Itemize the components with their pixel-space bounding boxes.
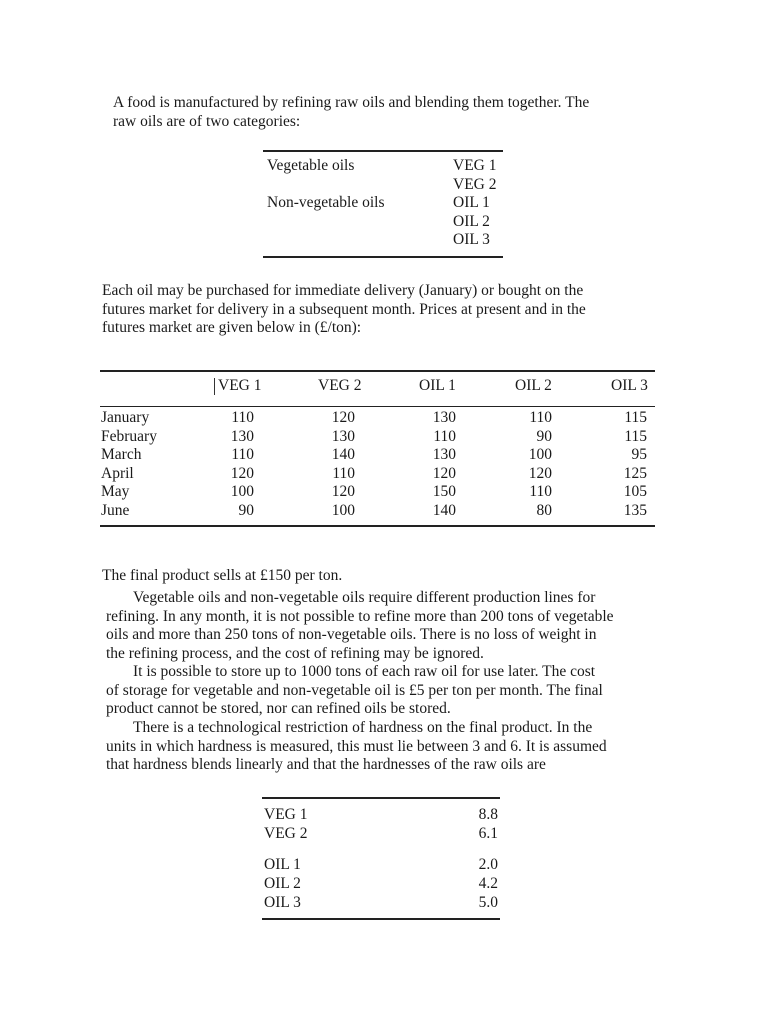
price-table: [100, 370, 655, 527]
month-cell: January: [101, 409, 150, 426]
price-table-body: [100, 407, 655, 521]
price-cell: 135: [623, 501, 647, 519]
table-row: [100, 428, 655, 447]
column-header: VEG 1: [218, 377, 262, 394]
price-cell: 120: [331, 409, 355, 426]
price-cell: 110: [231, 446, 254, 464]
storage-paragraph: [106, 663, 657, 719]
price-cell: 90: [536, 427, 552, 445]
month-cell: February: [101, 427, 157, 445]
price-cell: 110: [332, 464, 355, 482]
hardness-value: 6.1: [478, 824, 498, 842]
refining-line: refining. In any month, it is not possible to refine more than 200 tons of vegetable: [106, 607, 614, 625]
column-header: OIL 1: [419, 377, 456, 394]
price-cell: 105: [623, 483, 647, 501]
hardness-row: [262, 856, 500, 875]
category-name: Non-vegetable oils: [267, 194, 385, 211]
refining-paragraph: [106, 589, 657, 663]
purchase-line-3: futures market are given below in (£/ton):: [102, 319, 362, 336]
price-cell: 125: [623, 464, 647, 482]
oil-name: OIL 1: [264, 856, 301, 874]
price-cell: 130: [432, 409, 456, 426]
price-cell: 100: [528, 446, 552, 464]
price-cell: 120: [432, 464, 456, 482]
oil-name: VEG 1: [453, 157, 497, 174]
price-cell: 130: [230, 427, 254, 445]
storage-line: It is possible to store up to 1000 tons of each raw oil for use later. The cost: [133, 663, 596, 680]
price-cell: 150: [432, 483, 456, 501]
storage-line: product cannot be stored, nor can refined oils be stored.: [106, 700, 451, 717]
category-row: [263, 213, 503, 232]
hardness-value: 2.0: [478, 856, 498, 874]
price-cell: 95: [631, 446, 647, 464]
hardness-line: that hardness blends linearly and that the hardnesses of the raw oils are: [106, 756, 546, 773]
table-row: [100, 483, 655, 502]
table-row: [100, 409, 655, 428]
oil-name: VEG 1: [264, 806, 308, 823]
purchase-line-1: Each oil may be purchased for immediate delivery (January) or bought on the: [102, 282, 584, 299]
category-row: [263, 231, 503, 250]
price-cell: 110: [529, 409, 552, 426]
column-header: OIL 3: [611, 377, 648, 394]
price-cell: 140: [432, 501, 456, 519]
price-cell: 130: [432, 446, 456, 464]
hardness-line: There is a technological restriction of hardness on the final product. In the: [133, 719, 593, 736]
column-header: OIL 2: [515, 377, 552, 394]
price-cell: 115: [624, 427, 647, 445]
oil-name: OIL 3: [453, 231, 490, 248]
table-rule-bottom: [100, 525, 655, 527]
hardness-value: 5.0: [478, 893, 498, 911]
category-row: [263, 157, 503, 176]
oil-name: VEG 2: [453, 175, 497, 193]
month-cell: June: [101, 501, 130, 519]
price-cell: 80: [536, 501, 552, 519]
price-cell: 100: [331, 501, 355, 519]
hardness-row: [262, 825, 500, 844]
hardness-row: [262, 875, 500, 894]
price-cell: 120: [230, 464, 254, 482]
oil-name: OIL 3: [264, 893, 301, 911]
price-cell: 110: [231, 409, 254, 426]
refining-line: oils and more than 250 tons of non-vegetable oils. There is no loss of weight in: [106, 626, 597, 643]
oil-name: OIL 2: [264, 875, 301, 893]
price-cell: 115: [624, 409, 647, 426]
month-cell: May: [101, 483, 130, 501]
category-name: Vegetable oils: [267, 157, 355, 174]
intro-line-1: A food is manufactured by refining raw oils and blending them together. The: [113, 94, 590, 111]
price-cell: 140: [331, 446, 355, 464]
table-rule-top: [100, 370, 655, 372]
month-cell: March: [101, 446, 142, 464]
hardness-value: 4.2: [478, 875, 498, 893]
hardness-row: [262, 806, 500, 825]
column-header: VEG 2: [318, 377, 362, 394]
category-row: [263, 176, 503, 195]
oil-categories-table: [263, 150, 503, 258]
price-cell: 100: [230, 483, 254, 501]
price-cell: 120: [528, 464, 552, 482]
text-cursor: [214, 378, 215, 395]
price-cell: 130: [331, 427, 355, 445]
hardness-paragraph: [106, 719, 657, 775]
price-cell: 110: [529, 483, 552, 501]
oil-name: VEG 2: [264, 824, 308, 842]
hardness-row: [262, 894, 500, 913]
refining-line: the refining process, and the cost of refining may be ignored.: [106, 644, 484, 662]
table-row: [100, 502, 655, 521]
table-row: [100, 465, 655, 484]
hardness-line: units in which hardness is measured, this must lie between 3 and 6. It is assumed: [106, 737, 607, 755]
hardness-table: [262, 797, 500, 920]
group-spacer: [262, 843, 500, 856]
hardness-value: 8.8: [478, 806, 498, 823]
intro-line-2: raw oils are of two categories:: [113, 112, 301, 130]
table-row: [100, 446, 655, 465]
refining-line: Vegetable oils and non-vegetable oils require different production lines for: [133, 589, 596, 606]
oil-name: OIL 1: [453, 194, 490, 211]
purchase-paragraph: [102, 282, 655, 338]
sells-sentence: The final product sells at £150 per ton.: [102, 567, 343, 584]
price-cell: 110: [433, 427, 456, 445]
intro-paragraph: [113, 94, 658, 131]
storage-line: of storage for vegetable and non-vegetable oil is £5 per ton per month. The final: [106, 681, 603, 699]
purchase-line-2: futures market for delivery in a subsequent month. Prices at present and in the: [102, 300, 586, 318]
category-row: [263, 194, 503, 213]
price-cell: 120: [331, 483, 355, 501]
month-cell: April: [101, 464, 134, 482]
oil-name: OIL 2: [453, 212, 490, 230]
price-cell: 90: [238, 501, 254, 519]
